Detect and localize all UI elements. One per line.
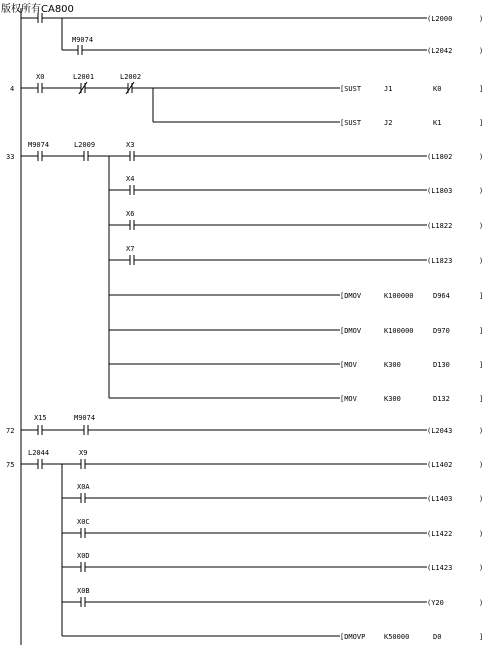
contact-x4[interactable]: [130, 185, 134, 195]
instr-arg1: J1: [384, 85, 393, 93]
instr-arg1: K50000: [384, 633, 410, 641]
coil-label: (L2000: [427, 15, 453, 23]
instr-arg2: D0: [433, 633, 442, 641]
contact-x15[interactable]: [38, 425, 42, 435]
coil-label: (L2042: [427, 47, 453, 55]
instr-op: [MOV: [340, 395, 357, 403]
instr-arg1: K300: [384, 361, 401, 369]
contact-l2009[interactable]: [84, 151, 88, 161]
svg-text:): ): [479, 530, 484, 538]
instr-arg1: K100000: [384, 292, 414, 300]
contact-x0d[interactable]: [81, 562, 85, 572]
instr-op: [MOV: [340, 361, 357, 369]
contact-label: X0A: [77, 483, 90, 491]
coil-label: (L1402: [427, 461, 453, 469]
svg-text:]: ]: [479, 119, 484, 127]
watermark-text: 版权所有CA800: [1, 4, 74, 15]
svg-text:]: ]: [479, 292, 484, 300]
svg-text:): ): [479, 222, 484, 230]
contact-x0[interactable]: [38, 83, 42, 93]
svg-text:): ): [479, 47, 484, 55]
contact-label: M9074: [74, 414, 96, 422]
contact-label: X4: [126, 175, 135, 183]
step-number: 4: [10, 85, 15, 93]
contact-label: X3: [126, 141, 135, 149]
svg-text:): ): [479, 15, 484, 23]
instr-op: [DMOV: [340, 292, 362, 300]
contact-m9074-b[interactable]: [38, 151, 42, 161]
instr-arg2: D132: [433, 395, 450, 403]
svg-text:]: ]: [479, 361, 484, 369]
svg-text:]: ]: [479, 633, 484, 641]
contact-label: X0D: [77, 552, 90, 560]
contact-label: X6: [126, 210, 135, 218]
instr-arg2: K0: [433, 85, 442, 93]
coil-label: (L2043: [427, 427, 453, 435]
contact-label: X0C: [77, 518, 90, 526]
svg-text:]: ]: [479, 395, 484, 403]
contact-x0a[interactable]: [81, 493, 85, 503]
instr-arg1: K100000: [384, 327, 414, 335]
step-number: 33: [6, 153, 15, 161]
instr-op: [DMOV: [340, 327, 362, 335]
instr-op: [SUST: [340, 85, 362, 93]
instr-arg1: K300: [384, 395, 401, 403]
contact-x0c[interactable]: [81, 528, 85, 538]
svg-text:): ): [479, 187, 484, 195]
contact-x0b[interactable]: [81, 597, 85, 607]
contact-label: M9074: [28, 141, 50, 149]
instr-arg2: D964: [433, 292, 450, 300]
instr-op: [DMOVP: [340, 633, 366, 641]
coil-label: (L1822: [427, 222, 453, 230]
step-number: 75: [6, 461, 15, 469]
contact-label: X15: [34, 414, 47, 422]
contact-label: X0B: [77, 587, 90, 595]
svg-text:): ): [479, 257, 484, 265]
coil-label: (L1823: [427, 257, 453, 265]
contact-x9[interactable]: [81, 459, 85, 469]
contact-x3[interactable]: [130, 151, 134, 161]
svg-text:): ): [479, 461, 484, 469]
svg-text:): ): [479, 599, 484, 607]
contact-label: L2044: [28, 449, 50, 457]
contact-l2044[interactable]: [38, 459, 42, 469]
contact-label: L2001: [73, 73, 95, 81]
coil-label: (L1802: [427, 153, 453, 161]
instr-arg2: D970: [433, 327, 450, 335]
coil-label: (L1803: [427, 187, 453, 195]
svg-text:): ): [479, 427, 484, 435]
svg-text:): ): [479, 495, 484, 503]
contact-label: X7: [126, 245, 135, 253]
coil-label: (L1403: [427, 495, 453, 503]
contact-label: M9074: [72, 36, 94, 44]
instr-arg2: D130: [433, 361, 450, 369]
instr-op: [SUST: [340, 119, 362, 127]
contact-m9074-c[interactable]: [84, 425, 88, 435]
contact-m9074-a[interactable]: [78, 45, 82, 55]
svg-text:): ): [479, 564, 484, 572]
contact-label: X9: [79, 449, 88, 457]
coil-label: (L1423: [427, 564, 453, 572]
coil-label: (L1422: [427, 530, 453, 538]
contact-x7[interactable]: [130, 255, 134, 265]
instr-arg2: K1: [433, 119, 442, 127]
contact-label: L2009: [74, 141, 96, 149]
step-number: 72: [6, 427, 15, 435]
contact-label: X0: [36, 73, 45, 81]
coil-label: (Y20: [427, 599, 444, 607]
instr-arg1: J2: [384, 119, 393, 127]
svg-text:): ): [479, 153, 484, 161]
svg-text:]: ]: [479, 327, 484, 335]
contact-x6[interactable]: [130, 220, 134, 230]
svg-text:]: ]: [479, 85, 484, 93]
contact-label: L2002: [120, 73, 142, 81]
